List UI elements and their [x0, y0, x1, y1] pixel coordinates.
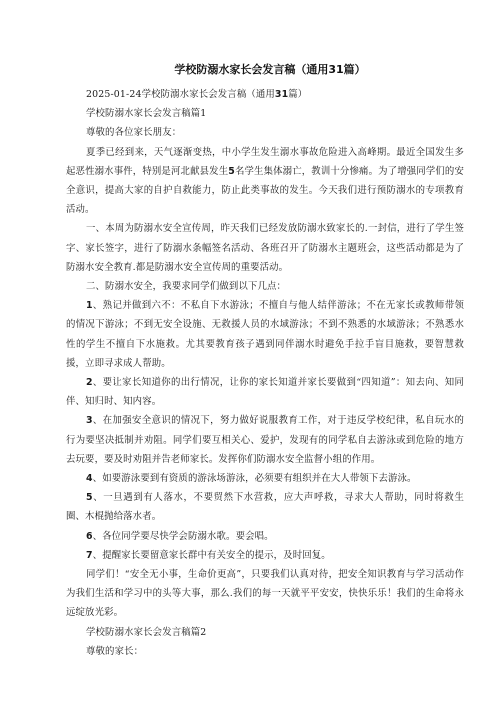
paragraph-point-two: 二、防溺水安全，我要求同学们做到以下几点： — [86, 281, 287, 293]
meta-date: 2025-01-24 — [86, 89, 142, 100]
document-meta — [86, 85, 464, 104]
paragraph-closing: 同学们！“安全无小事，生命价更高”，只要我们认真对待，把安全知识教育与学习活动作为我们生活和学习中的头等大事，那么.我们的每一天就平平安安，快快乐乐！我们的生命将永远绽放光彩。 — [66, 569, 464, 619]
paragraph-point-one: 一、本周为防溺水安全宣传周，昨天我们已经发放防溺水致家长的.一封信，进行了学生签字、家长签字，进行了防溺水条幅签名活动、各班召开了防溺水主题班会，这些活动都是为了防溺水安全教育.都是防溺水安全宣传周的重要活动。 — [66, 223, 464, 273]
section-heading-1: 学校防溺水家长会发言稿篇1 — [86, 108, 207, 120]
section-heading-2: 学校防溺水家长会发言稿篇2 — [86, 626, 207, 638]
list-item: 6、各位同学要尽快学会防溺水歌。要会唱。 — [86, 530, 274, 542]
paragraph-intro: 夏季已经到来，天气逐渐变热，中小学生发生溺水事故危险进入高峰期。最近全国发生多起恶性溺水事件，特别是河北献县发生5名学生集体溺亡，教训十分惨痛。为了增强同学们的安全意识，提高大家的自护自救能力，防止此类事故的发生。今天我们进行预防溺水的专项教育活动。 — [66, 146, 464, 216]
list-item: 3、在加强安全意识的情况下，努力做好说服教育工作，对于违反学校纪律，私自玩水的行为要坚决抵制并劝阻。同学们要互相关心、爱护，发现有的同学私自去游泳或到危险的地方去玩要，要及时劝阻并告老师家长。发挥你们防溺水安全监督小组的作用。 — [66, 415, 464, 465]
list-item: 1、熟记并做到六不：不私自下水游泳；不擅自与他人结伴游泳；不在无家长或教师带领的情况下游泳；不到无安全设施、无救援人员的水域游泳；不到不熟悉的水域游泳；不熟悉水性的学生不擅自下水施救。尤其要教育孩子遇到同伴溺水时避免手拉手盲目施救，要智慧救援，立即寻求成人帮助。 — [66, 300, 464, 369]
document-title: 学校防溺水家长会发言稿（通用31篇） — [174, 63, 366, 76]
student-count: 5 — [228, 165, 235, 177]
list-item: 5、一旦遇到有人落水，不要贸然下水营救，应大声呼救，寻求大人帮助，同时将救生圈、木棍抛给落水者。 — [66, 492, 464, 523]
greeting-1: 尊敬的各位家长朋友： — [86, 127, 182, 139]
greeting-2: 尊敬的家长： — [86, 645, 144, 657]
list-item: 4、如要游泳要到有资质的游泳场游泳，必须要有组织并在大人带领下去游泳。 — [86, 473, 417, 485]
meta-count: 31 — [274, 89, 289, 100]
meta-text: 学校防溺水家长会发言稿（通用 — [141, 89, 275, 100]
list-item: 2、要让家长知道你的出行情况，让你的家长知道并家长要做到“四知道”：知去向、知同伴、知归时、知内容。 — [66, 377, 464, 408]
meta-end: 篇） — [288, 89, 308, 100]
list-item: 7、提醒家长要留意家长群中有关安全的提示，及时回复。 — [86, 549, 331, 561]
